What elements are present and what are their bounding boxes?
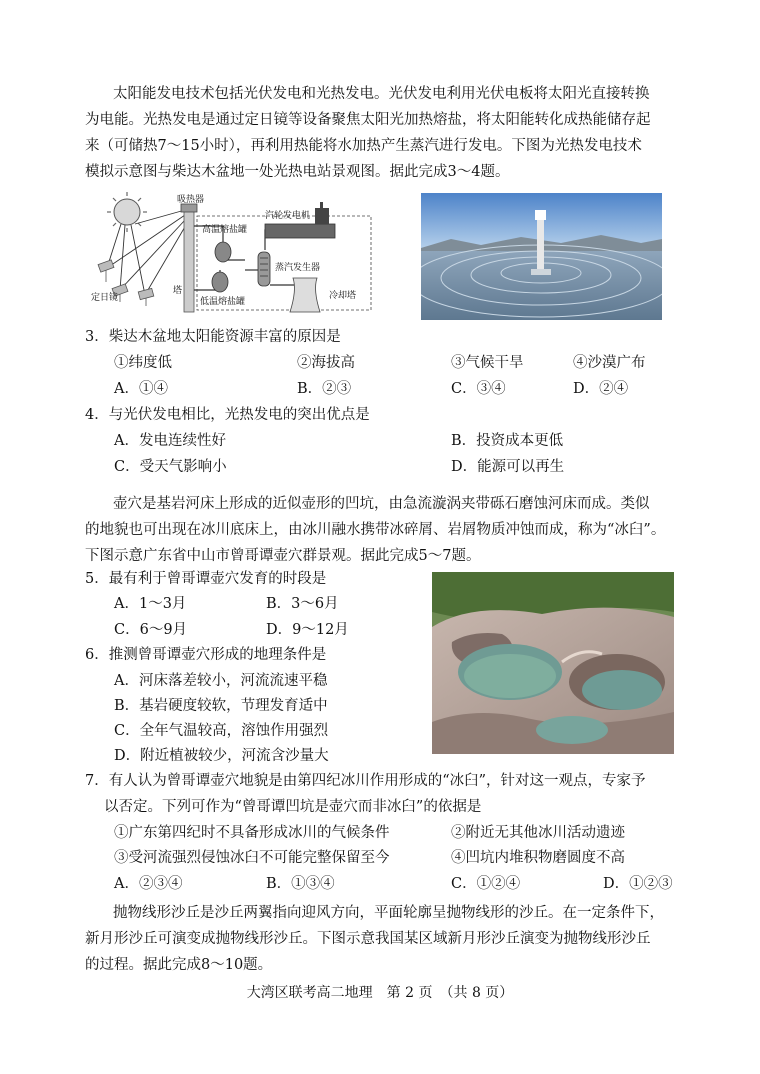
solar-thermal-diagram: [85, 190, 395, 320]
q4-option-a[interactable]: A．发电连续性好: [114, 433, 226, 449]
q6-option-b[interactable]: B．基岩硬度较软，节理发育适中: [114, 698, 328, 714]
q7-item-2: ②附近无其他冰川活动遗迹: [451, 825, 625, 841]
solar-plant-photo: [421, 193, 662, 320]
q4-option-d[interactable]: D．能源可以再生: [451, 459, 565, 475]
page-footer: 大湾区联考高二地理 第 2 页 （共 8 页）: [246, 985, 514, 1001]
label-turbine: 汽轮发电机: [265, 211, 311, 221]
q3-item-1: ①纬度低: [114, 355, 172, 371]
q4-stem: 4．与光伏发电相比，光热发电的突出优点是: [85, 407, 370, 423]
label-tower: 塔: [173, 286, 183, 296]
label-absorber: 吸热器: [177, 195, 205, 205]
intro2-line-3: 下图示意广东省中山市曾哥谭壶穴群景观。据此完成5～7题。: [85, 548, 481, 564]
q5-stem: 5．最有利于曾哥谭壶穴发育的时段是: [85, 571, 327, 587]
q7-option-c[interactable]: C．①②④: [451, 876, 521, 892]
high-temp-tank-icon: [215, 242, 231, 262]
intro2-line-2: 的地貌也可出现在冰川底床上，由冰川融水携带冰碎屑、岩屑物质冲蚀而成，称为“冰臼”。: [85, 522, 666, 538]
q4-option-c[interactable]: C．受天气影响小: [114, 459, 227, 475]
q3-stem: 3．柴达木盆地太阳能资源丰富的原因是: [85, 329, 341, 345]
q5-option-c[interactable]: C．6～9月: [114, 622, 188, 638]
q7-item-4: ④凹坑内堆积物磨圆度不高: [451, 850, 625, 866]
sun-icon: [107, 192, 147, 232]
q3-option-d[interactable]: D．②④: [573, 381, 629, 397]
intro1-line-3: 来（可储热7～15小时），再利用热能将水加热产生蒸汽进行发电。下图为光热发电技术: [85, 138, 642, 154]
tower-icon: [181, 204, 197, 312]
q7-item-3: ③受河流强烈侵蚀冰臼不可能完整保留至今: [114, 850, 390, 866]
q7-option-d[interactable]: D．①②③: [603, 876, 673, 892]
cooling-tower-icon: [290, 278, 320, 312]
intro2-line-1: 壶穴是基岩河床上形成的近似壶形的凹坑，由急流漩涡夹带砾石磨蚀河床而成。类似: [113, 496, 650, 512]
q6-option-a[interactable]: A．河床落差较小，河流流速平稳: [114, 673, 328, 689]
intro3-line-1: 抛物线形沙丘是沙丘两翼指向迎风方向，平面轮廓呈抛物线形的沙丘。在一定条件下，: [113, 905, 664, 921]
intro3-line-3: 的过程。据此完成8～10题。: [85, 957, 273, 973]
label-heliostat: 定日镜: [91, 293, 119, 303]
q4-option-b[interactable]: B．投资成本更低: [451, 433, 564, 449]
intro3-line-2: 新月形沙丘可演变成抛物线形沙丘。下图示意我国某区域新月形沙丘演变为抛物线形沙丘: [85, 931, 651, 947]
q3-option-c[interactable]: C．③④: [451, 381, 506, 397]
q5-option-d[interactable]: D．9～12月: [266, 622, 349, 638]
q7-stem-line-1: 7．有人认为曾哥谭壶穴地貌是由第四纪冰川作用形成的“冰臼”，针对这一观点，专家予: [85, 773, 646, 789]
q7-option-b[interactable]: B．①③④: [266, 876, 335, 892]
q3-item-3: ③气候干旱: [451, 355, 524, 371]
label-low-tank: 低温熔盐罐: [200, 297, 246, 307]
q5-option-b[interactable]: B．3～6月: [266, 596, 339, 612]
steam-generator-icon: [258, 252, 270, 286]
q6-option-d[interactable]: D．附近植被较少，河流含沙量大: [114, 748, 329, 764]
label-cooling-tower: 冷却塔: [329, 291, 357, 301]
intro1-line-1: 太阳能发电技术包括光伏发电和光热发电。光伏发电利用光伏电板将太阳光直接转换: [113, 86, 650, 102]
label-high-tank: 高温熔盐罐: [202, 225, 248, 235]
q6-stem: 6．推测曾哥谭壶穴形成的地理条件是: [85, 647, 327, 663]
label-steam-generator: 蒸汽发生器: [275, 263, 321, 273]
pothole-photo: [432, 572, 674, 754]
intro1-line-4: 模拟示意图与柴达木盆地一处光热电站景观图。据此完成3～4题。: [85, 164, 510, 180]
q7-item-1: ①广东第四纪时不具备形成冰川的气候条件: [114, 825, 390, 841]
q6-option-c[interactable]: C．全年气温较高，溶蚀作用强烈: [114, 723, 329, 739]
intro1-line-2: 为电能。光热发电是通过定日镜等设备聚焦太阳光加热熔盐，将太阳能转化成热能储存起: [85, 112, 651, 128]
q3-item-2: ②海拔高: [297, 355, 355, 371]
q3-item-4: ④沙漠广布: [573, 355, 646, 371]
q3-option-b[interactable]: B．②③: [297, 381, 352, 397]
q3-option-a[interactable]: A．①④: [114, 381, 168, 397]
q7-stem-line-2: 以否定。下列可作为“曾哥谭凹坑是壶穴而非冰臼”的依据是: [104, 799, 482, 815]
q5-option-a[interactable]: A．1～3月: [114, 596, 187, 612]
q7-option-a[interactable]: A．②③④: [114, 876, 183, 892]
low-temp-tank-icon: [212, 272, 228, 292]
